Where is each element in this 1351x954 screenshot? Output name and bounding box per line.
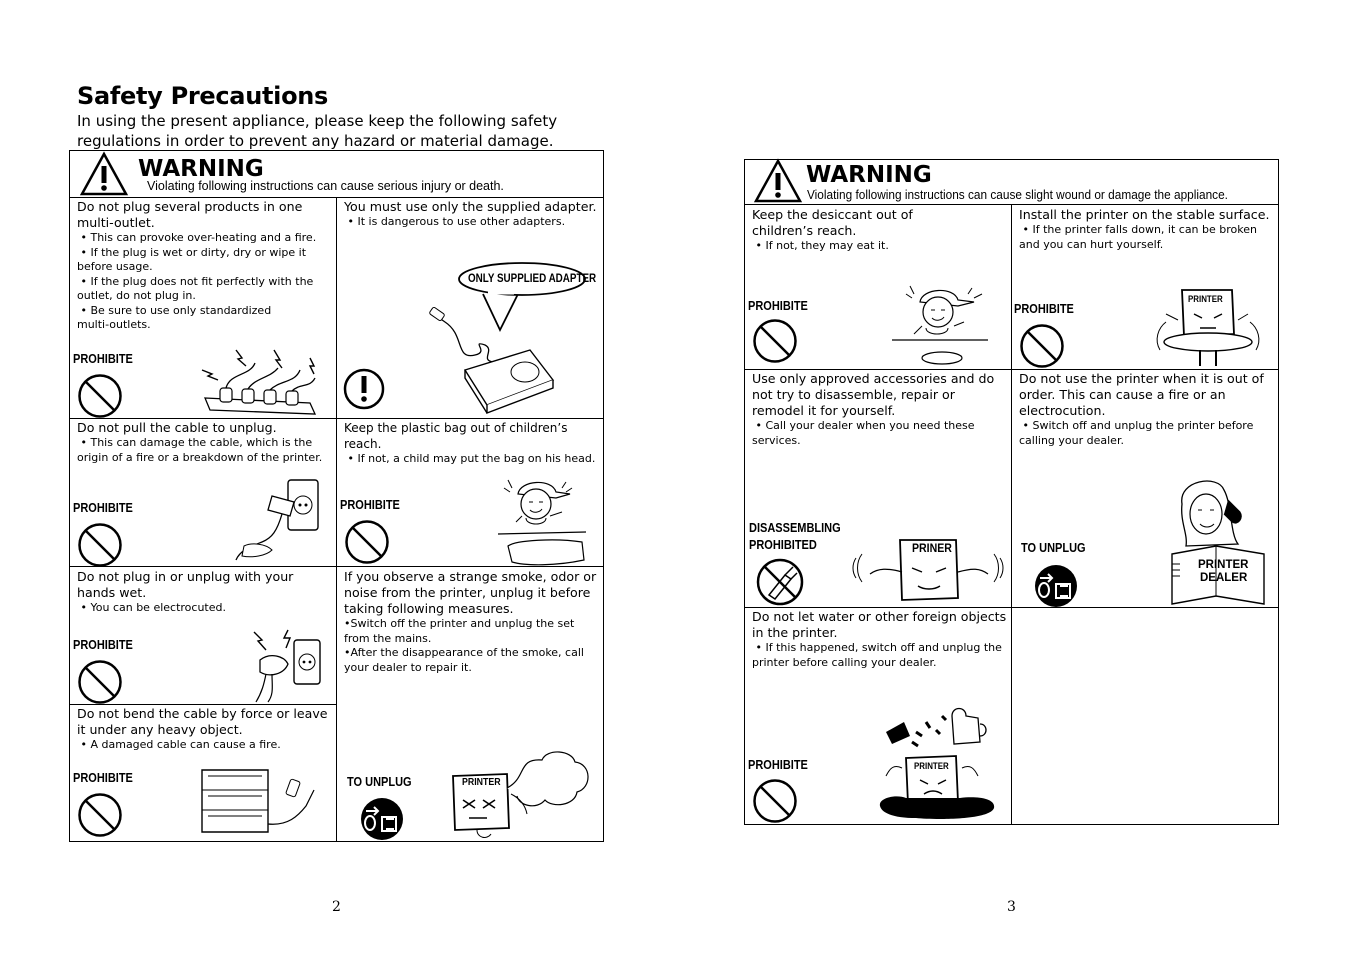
prohibit-icon — [77, 792, 123, 838]
prohibit-label: PROHIBITE — [73, 638, 133, 652]
cell-heading: Keep the plastic bag out of children’s reach. — [344, 421, 568, 451]
cell-bullet: • If the printer falls down, it can be broken and you can hurt yourself. — [1019, 223, 1257, 251]
cell-bullet: • Be sure to use only standardized multi-outlets. — [77, 303, 272, 331]
cell-bullet: • This can provoke over-heating and a fire. — [77, 231, 317, 244]
printer-label: PRINER — [912, 541, 952, 555]
instruction-strange-smoke — [344, 569, 600, 675]
cell-bullet: • If not, they may eat it. — [752, 239, 889, 252]
intro-line-2: regulations in order to prevent any hazard or material damage. — [77, 132, 554, 150]
cell-bullet: •After the disappearance of the smoke, call your dealer to repair it. — [344, 646, 584, 674]
intro-text — [77, 111, 597, 151]
smoking-printer-illustration — [447, 748, 595, 840]
instruction-pull-cable — [77, 420, 332, 465]
instruction-plastic-bag — [344, 420, 600, 467]
unplug-icon — [360, 797, 404, 841]
cell-bullet: • It is dangerous to use other adapters. — [344, 215, 566, 228]
child-with-bag-illustration — [496, 476, 588, 566]
cell-bullet: •Switch off the printer and unplug the set from the mains. — [344, 617, 575, 645]
cell-bullet: • Call your dealer when you need these services. — [752, 419, 975, 447]
dealer-label-2: DEALER — [1200, 572, 1248, 584]
printer-label: PRINTER — [462, 777, 501, 788]
intro-line-1: In using the present appliance, please keep the following safety — [77, 112, 558, 130]
cell-heading: Keep the desiccant out of children’s reach. — [752, 207, 913, 238]
prohibit-label: PROHIBITE — [340, 498, 400, 512]
adapter-bubble-text: ONLY SUPPLIED ADAPTER — [468, 271, 597, 285]
cell-heading: You must use only the supplied adapter. — [344, 199, 597, 214]
instruction-supplied-adapter — [344, 199, 600, 230]
prohibited-label: PROHIBITED — [749, 538, 817, 552]
cell-bullet: • A damaged cable can cause a fire. — [77, 738, 281, 751]
cell-bullet: • If this happened, switch off and unplug the printer before calling your dealer. — [752, 641, 1002, 669]
prohibit-icon — [752, 778, 798, 824]
page-number-right: 3 — [1007, 899, 1016, 915]
cell-bullet: • If the plug does not fit perfectly with the outlet, do not plug in. — [77, 274, 314, 302]
heavy-object-cable-illustration — [168, 766, 318, 838]
unplug-label: TO UNPLUG — [347, 775, 412, 789]
prohibit-icon — [77, 522, 123, 568]
warning-triangle-icon — [80, 152, 128, 196]
prohibit-label: PROHIBITE — [73, 352, 133, 366]
cell-bullet: • You can be electrocuted. — [77, 601, 226, 614]
prohibit-label: PROHIBITE — [748, 299, 808, 313]
cell-bullet: • Switch off and unplug the printer before calling your dealer. — [1019, 419, 1254, 447]
warning-subtitle: Violating following instructions can cause slight wound or damage the appliance. — [807, 188, 1228, 202]
cell-heading: Do not pull the cable to unplug. — [77, 420, 277, 435]
prohibit-label: PROHIBITE — [748, 758, 808, 772]
warning-triangle-icon — [754, 159, 802, 203]
warning-title: WARNING — [138, 156, 264, 182]
unplug-label: TO UNPLUG — [1021, 541, 1086, 555]
instruction-approved-accessories — [752, 371, 1007, 448]
mandatory-exclamation-icon — [344, 364, 384, 414]
warning-subtitle: Violating following instructions can cause serious injury or death. — [147, 179, 504, 193]
cell-heading: Do not let water or other foreign objects in the printer. — [752, 609, 1007, 640]
page-title: Safety Precautions — [77, 82, 329, 110]
prohibit-icon — [752, 318, 798, 364]
cell-bullet: • If the plug is wet or dirty, dry or wipe it before usage. — [77, 245, 307, 273]
instruction-stable-surface — [1019, 207, 1275, 252]
prohibit-label: PROHIBITE — [73, 771, 133, 785]
prohibit-icon — [77, 373, 123, 419]
dealer-label-1: PRINTER — [1198, 559, 1249, 571]
cell-heading: Do not use the printer when it is out of order. This can cause a fire or an electrocution. — [1019, 371, 1264, 418]
instruction-out-of-order — [1019, 371, 1275, 448]
warning-title: WARNING — [806, 162, 932, 188]
prohibit-icon — [77, 659, 123, 705]
dealer-phone-illustration — [1168, 474, 1268, 606]
no-disassembly-icon — [755, 557, 805, 607]
cell-heading: Do not bend the cable by force or leave it under any heavy object. — [77, 706, 328, 737]
cell-heading: Do not plug in or unplug with your hands wet. — [77, 569, 294, 600]
multi-outlet-illustration — [200, 348, 320, 416]
disassembling-label: DISASSEMBLING — [749, 521, 841, 535]
power-adapter-illustration — [425, 310, 555, 415]
cell-heading: Install the printer on the stable surface. — [1019, 207, 1270, 222]
instruction-bend-cable — [77, 706, 333, 753]
cell-heading: If you observe a strange smoke, odor or noise from the printer, unplug it before taking following measures. — [344, 569, 597, 616]
prohibit-icon — [344, 519, 390, 565]
cell-bullet: • If not, a child may put the bag on his head. — [344, 452, 596, 465]
instruction-water-objects — [752, 609, 1007, 670]
cell-bullet: • This can damage the cable, which is the origin of a fire or a breakdown of the printer. — [77, 436, 323, 464]
instruction-wet-hands — [77, 569, 333, 616]
wet-hands-plug-illustration — [242, 628, 324, 704]
unplug-icon — [1034, 564, 1078, 608]
child-with-desiccant-illustration — [892, 282, 992, 366]
cell-heading: Use only approved accessories and do not try to disassemble, repair or remodel it for yourself. — [752, 371, 995, 418]
prohibit-icon — [1019, 323, 1065, 369]
instruction-desiccant — [752, 207, 1007, 254]
pull-plug-illustration — [232, 476, 327, 564]
instruction-multi-outlet — [77, 199, 332, 333]
cell-heading: Do not plug several products in one multi-outlet. — [77, 199, 303, 230]
page-number-left: 2 — [332, 899, 341, 915]
prohibit-label: PROHIBITE — [1014, 302, 1074, 316]
prohibit-label: PROHIBITE — [73, 501, 133, 515]
printer-label: PRINTER — [1188, 294, 1223, 304]
printer-label: PRINTER — [914, 761, 949, 771]
